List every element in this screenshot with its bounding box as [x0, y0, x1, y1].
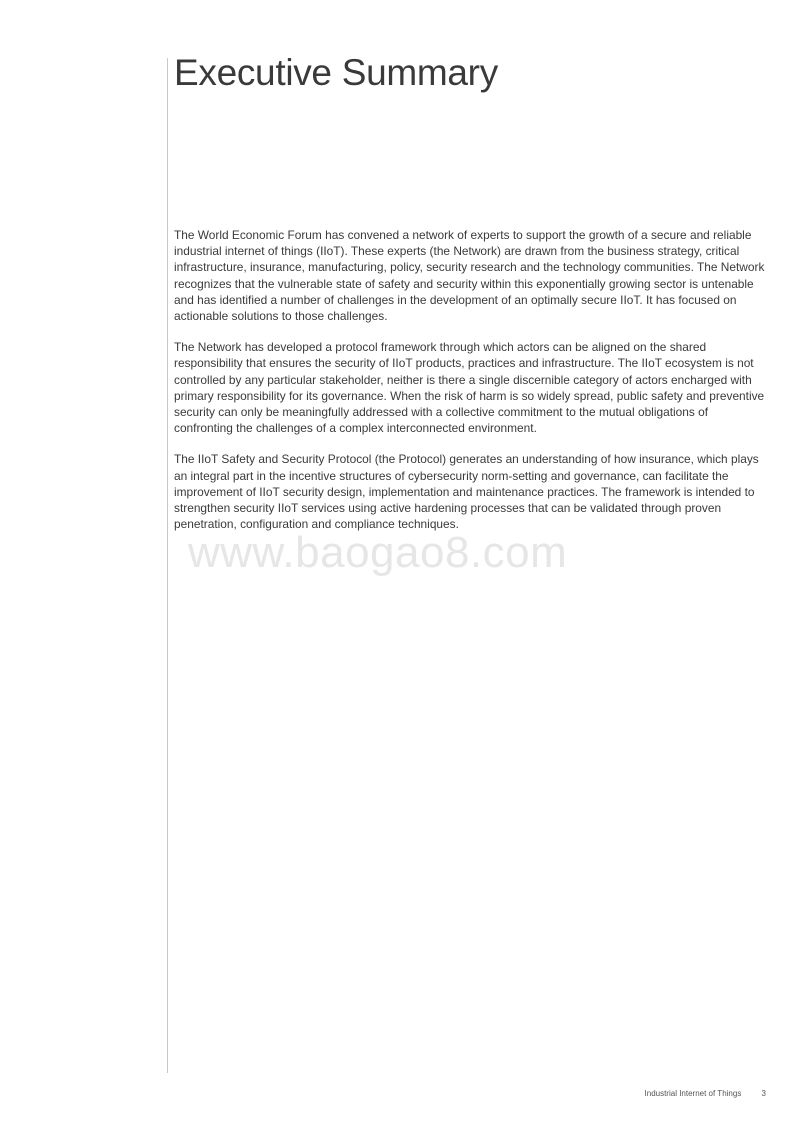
page-title: Executive Summary	[174, 52, 498, 93]
paragraph-1: The World Economic Forum has convened a network of experts to support the growth of a secure and reliable industrial internet of things (IIoT). These experts (the Network) are drawn from the business strategy, critical infrastructure, insurance, manufacturing, policy, security research and the technology communities. The Network recognizes that the vulnerable state of safety and security within this exponentially growing sector is untenable and has identified a number of challenges in the development of an optimally secure IIoT. It has focused on actionable solutions to those challenges.	[174, 228, 765, 324]
page-number: 3	[761, 1089, 766, 1098]
summary-body	[174, 227, 770, 547]
watermark: www.baogao8.com	[188, 528, 568, 577]
vertical-rule	[167, 58, 168, 1073]
paragraph-2: The Network has developed a protocol framework through which actors can be aligned on the shared responsibility that ensures the security of IIoT products, practices and infrastructure. The IIoT ecosystem is not controlled by any particular stakeholder, neither is there a single discernible category of actors encharged with primary responsibility for its governance. When the risk of harm is so widely spread, public safety and preventive security can only be meaningfully addressed with a collective commitment to the mutual obligations of confronting the challenges of a complex interconnected environment.	[174, 340, 765, 436]
page-footer	[645, 1089, 766, 1098]
footer-report-title: Industrial Internet of Things	[644, 1089, 742, 1098]
paragraph-3: The IIoT Safety and Security Protocol (the Protocol) generates an understanding of how insurance, which plays an integral part in the incentive structures of cybersecurity norm-setting and governance, can facilitate the improvement of IIoT security design, implementation and maintenance practices. The framework is intended to strengthen security IIoT services using active hardening processes that can be validated through proven penetration, configuration and compliance techniques.	[174, 452, 759, 532]
